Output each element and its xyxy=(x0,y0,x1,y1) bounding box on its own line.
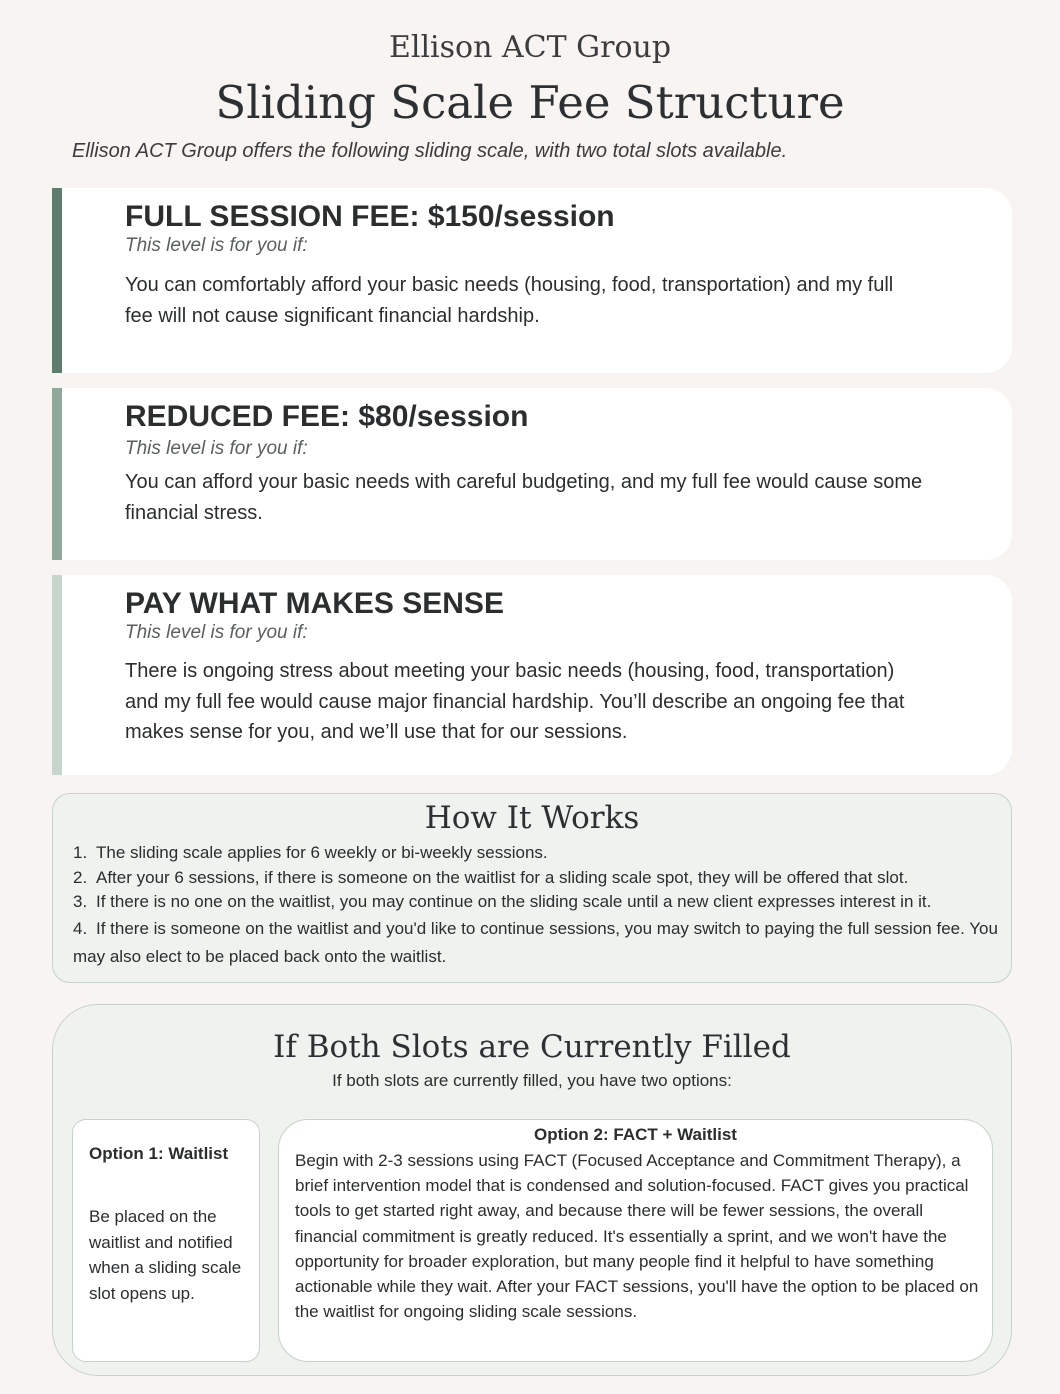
tier-card-reduced-fee xyxy=(52,388,1012,560)
option-2-body: Begin with 2-3 sessions using FACT (Focused Acceptance and Commitment Therapy), a brief intervention model that is condensed and solution-focused. FACT gives you practical tools to get started right away, and because there will be fewer sessions, the overall financial commitment is greatly reduced. It's essentially a sprint, and we won't have the opportunity for broader exploration, but many people find it helpful to have something actionable while they wait. After your FACT sessions, you'll have the option to be placed on the waitlist for ongoing sliding scale sessions. xyxy=(295,1151,979,1322)
how-it-works-list xyxy=(73,841,1008,971)
tier-accent-bar xyxy=(52,388,62,560)
option-1-card xyxy=(72,1119,260,1362)
tier-accent-bar xyxy=(52,575,62,775)
tier-sublabel: This level is for you if: xyxy=(125,622,308,643)
how-it-works-title: How It Works xyxy=(424,800,640,836)
tier-accent-bar xyxy=(52,188,62,373)
list-item-number: 2. xyxy=(73,867,88,887)
list-item xyxy=(73,841,1008,866)
tier-card-pay-what-makes-sense xyxy=(52,575,1012,775)
option-1-title: Option 1: Waitlist xyxy=(89,1144,229,1163)
tier-heading: REDUCED FEE: $80/session xyxy=(125,400,529,433)
option-1-body: Be placed on the waitlist and notified when a sliding scale slot opens up. xyxy=(89,1207,242,1303)
tier-card-full-fee xyxy=(52,188,1012,373)
org-name: Ellison ACT Group xyxy=(388,30,672,65)
tier-heading: FULL SESSION FEE: $150/session xyxy=(125,200,615,233)
slots-filled-subtitle: If both slots are currently filled, you have two options: xyxy=(332,1071,732,1090)
list-item-number: 4. xyxy=(73,918,88,938)
intro-text: Ellison ACT Group offers the following sliding scale, with two total slots available. xyxy=(72,140,788,162)
list-item-text: If there is someone on the waitlist and you'd like to continue sessions, you may switch to paying the full session fee. You may also elect to be placed back onto the waitlist. xyxy=(73,918,998,966)
list-item xyxy=(73,890,1008,915)
list-item-text: If there is no one on the waitlist, you may continue on the sliding scale until a new client expresses interest in it. xyxy=(96,892,932,911)
slots-filled-title: If Both Slots are Currently Filled xyxy=(273,1029,791,1065)
list-item-number: 1. xyxy=(73,843,88,862)
tier-sublabel: This level is for you if: xyxy=(125,235,308,256)
how-it-works-panel xyxy=(52,793,1012,983)
list-item xyxy=(73,915,1008,971)
tier-description: There is ongoing stress about meeting your basic needs (housing, food, transportation) and my full fee would cause major financial hardship. You’ll describe an ongoing fee that makes sense for you, and we’ll use that for our sessions. xyxy=(125,660,905,743)
page-title: Sliding Scale Fee Structure xyxy=(215,76,845,129)
list-item xyxy=(73,866,1008,891)
option-2-card xyxy=(278,1119,993,1362)
tier-sublabel: This level is for you if: xyxy=(125,438,308,459)
slots-filled-panel xyxy=(52,1004,1012,1376)
option-2-title: Option 2: FACT + Waitlist xyxy=(534,1125,737,1144)
tier-description: You can comfortably afford your basic needs (housing, food, transportation) and my full fee will not cause significant financial hardship. xyxy=(125,274,894,327)
tier-description: You can afford your basic needs with careful budgeting, and my full fee would cause some financial stress. xyxy=(125,471,923,524)
list-item-number: 3. xyxy=(73,892,88,911)
list-item-text: After your 6 sessions, if there is someone on the waitlist for a sliding scale spot, they will be offered that slot. xyxy=(96,867,909,887)
list-item-text: The sliding scale applies for 6 weekly or bi-weekly sessions. xyxy=(96,843,548,862)
tier-heading: PAY WHAT MAKES SENSE xyxy=(125,587,504,620)
